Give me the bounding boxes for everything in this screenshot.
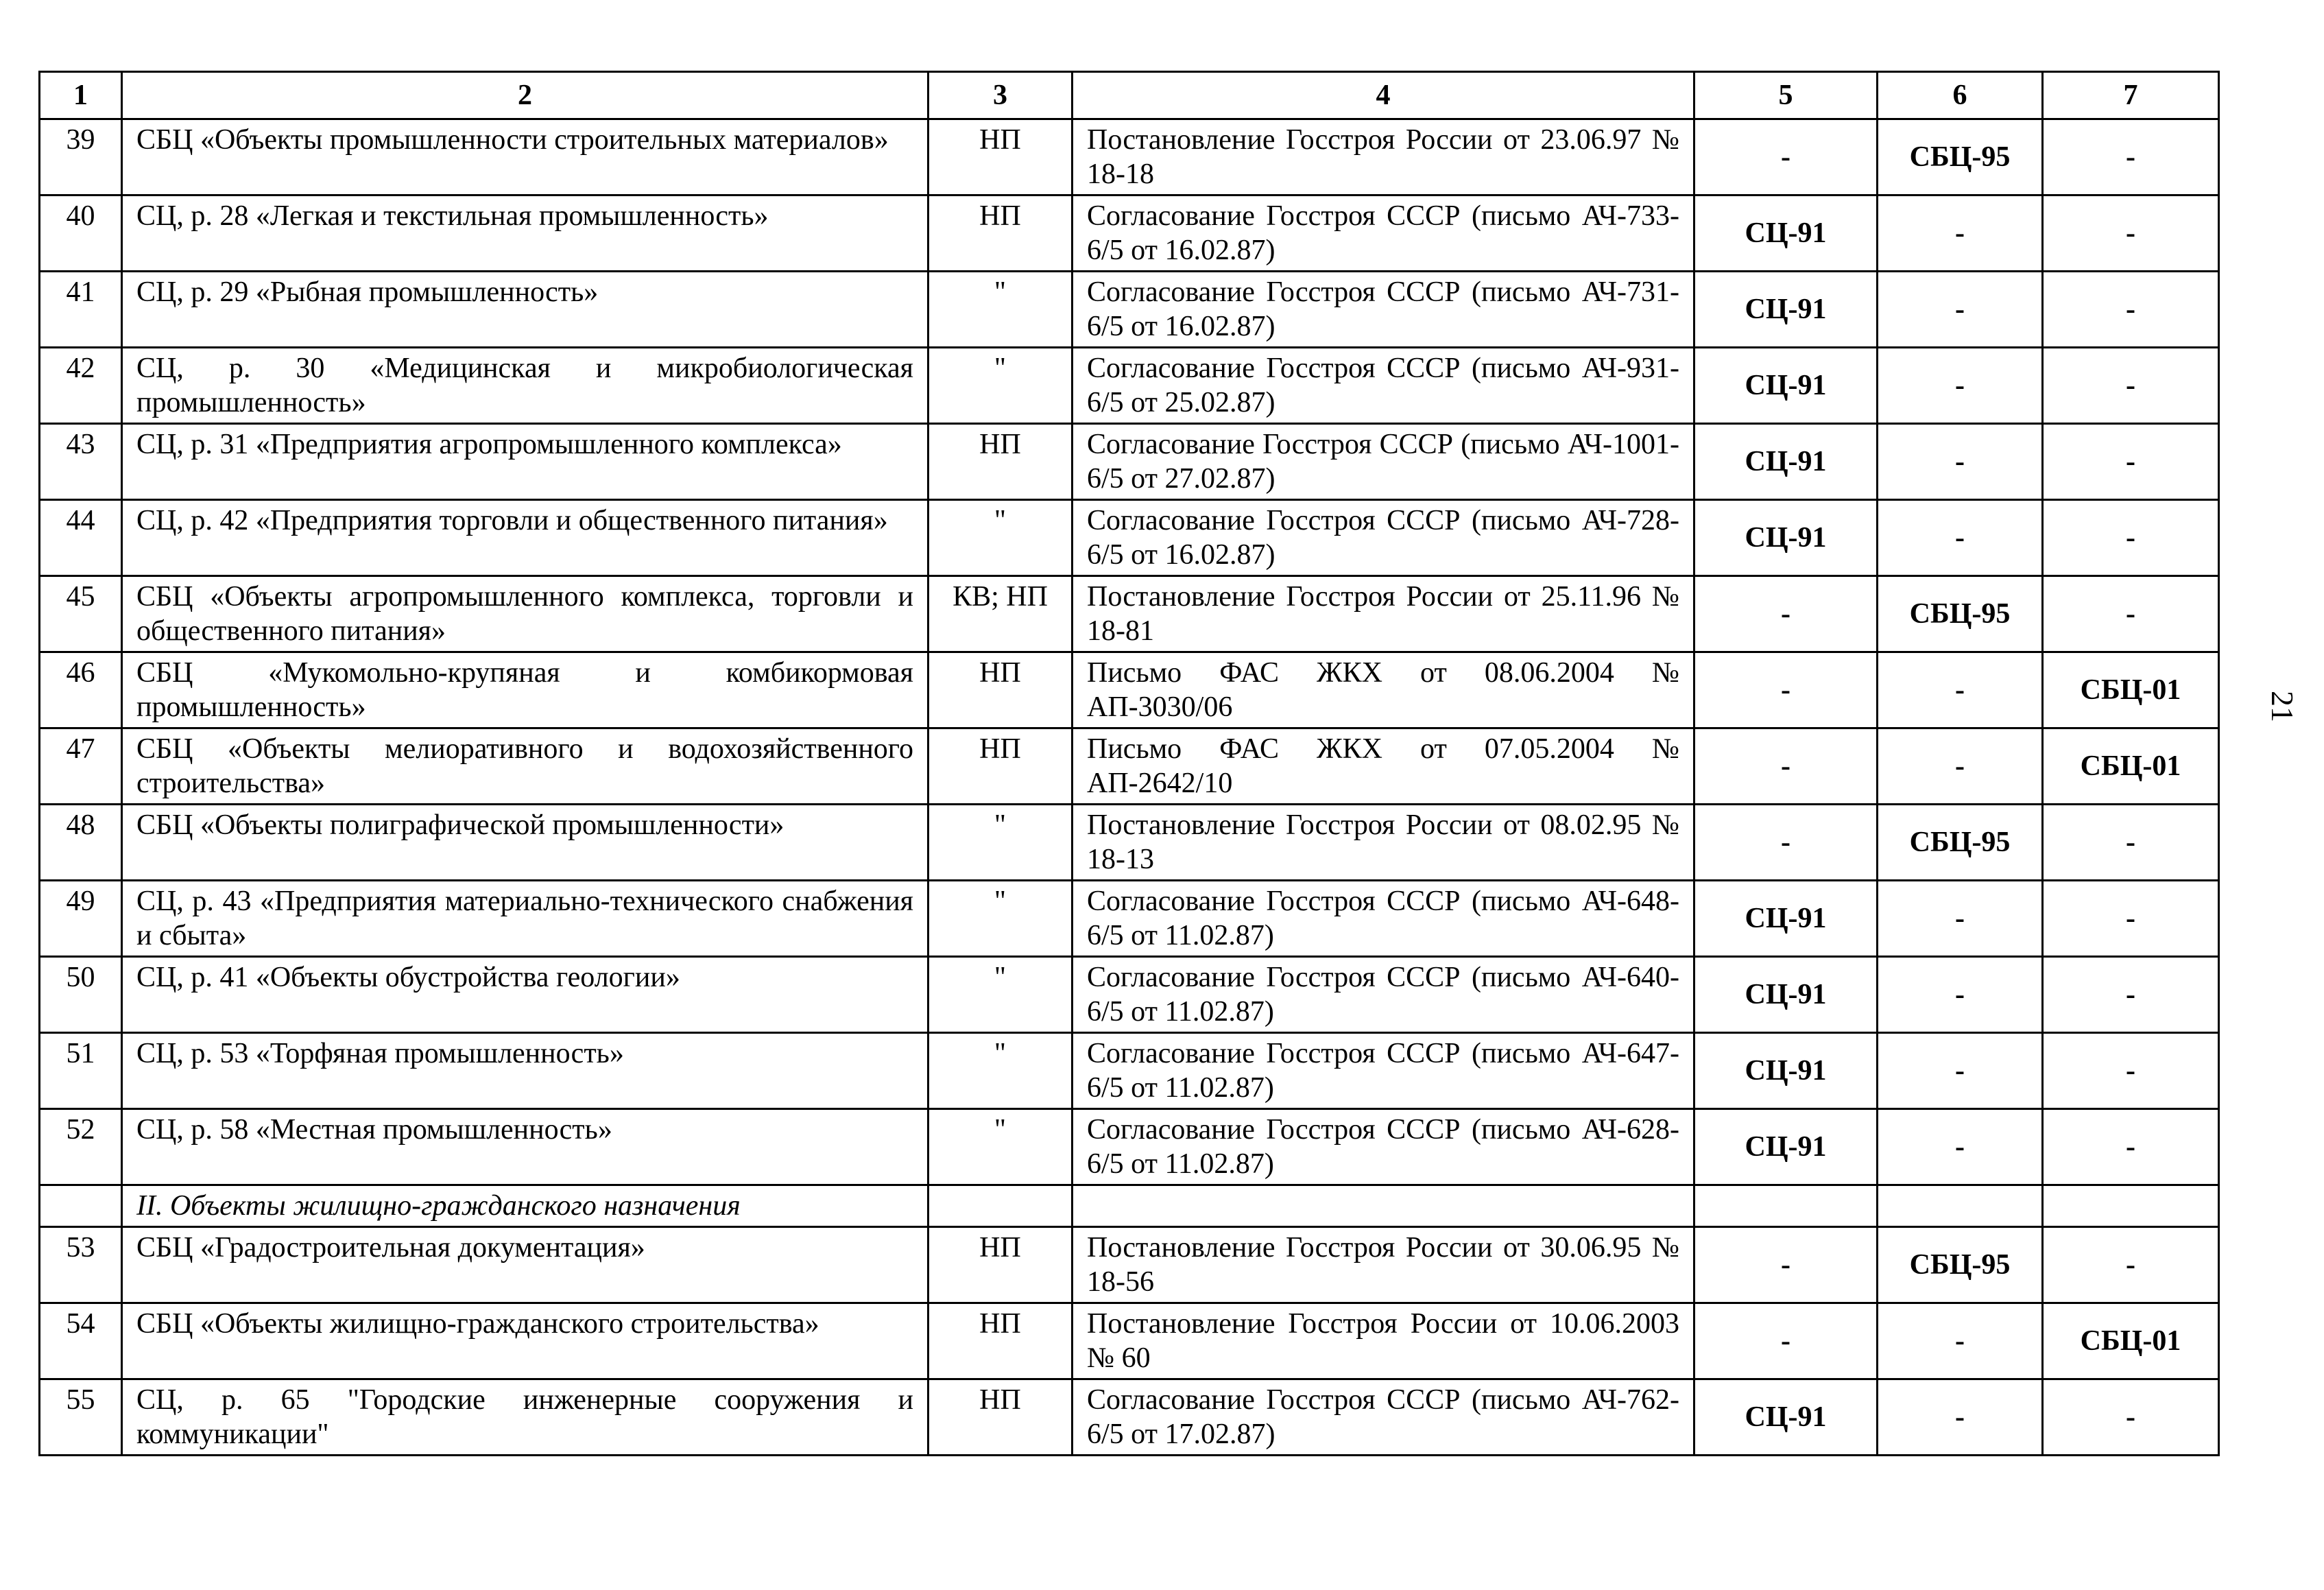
row-number: 54 [40, 1303, 122, 1379]
column-7-mark: - [2043, 119, 2219, 195]
column-7-mark: СБЦ-01 [2043, 652, 2219, 728]
table-row [40, 1227, 2219, 1303]
column-7-mark: СБЦ-01 [2043, 1303, 2219, 1379]
approval-document: Согласование Госстроя СССР (письмо АЧ-640-6/5 от 11.02.87) [1073, 957, 1694, 1033]
section-empty-cell [1694, 1185, 1878, 1227]
column-6-mark: СБЦ-95 [1878, 1227, 2043, 1303]
table-row [40, 1379, 2219, 1456]
column-6-mark: - [1878, 1033, 2043, 1109]
column-6-mark: - [1878, 1379, 2043, 1456]
table-row [40, 119, 2219, 195]
column-7-mark: - [2043, 500, 2219, 576]
column-6-mark: - [1878, 652, 2043, 728]
column-5-mark: СЦ-91 [1694, 881, 1878, 957]
object-type: НП [929, 652, 1073, 728]
section-empty-cell [1073, 1185, 1694, 1227]
object-name: СБЦ «Мукомольно-крупяная и комбикормовая промышленность» [122, 652, 929, 728]
object-type: " [929, 1033, 1073, 1109]
section-empty-cell [40, 1185, 122, 1227]
approval-document: Согласование Госстроя СССР (письмо АЧ-728-6/5 от 16.02.87) [1073, 500, 1694, 576]
row-number: 50 [40, 957, 122, 1033]
row-number: 45 [40, 576, 122, 652]
column-5-mark: СЦ-91 [1694, 1379, 1878, 1456]
table-row [40, 652, 2219, 728]
header-row [40, 72, 2219, 119]
row-number: 51 [40, 1033, 122, 1109]
row-number: 40 [40, 195, 122, 272]
table-body [40, 72, 2219, 1456]
approval-document: Постановление Госстроя России от 25.11.96 № 18-81 [1073, 576, 1694, 652]
row-number: 48 [40, 805, 122, 881]
approval-document: Постановление Госстроя России от 23.06.97 № 18-18 [1073, 119, 1694, 195]
table-row [40, 728, 2219, 805]
column-6-mark: - [1878, 957, 2043, 1033]
header-cell: 3 [929, 72, 1073, 119]
header-cell: 1 [40, 72, 122, 119]
column-7-mark: - [2043, 881, 2219, 957]
table-row [40, 957, 2219, 1033]
object-type: " [929, 348, 1073, 424]
object-name: СЦ, р. 65 "Городские инженерные сооружения и коммуникации" [122, 1379, 929, 1456]
column-6-mark: - [1878, 500, 2043, 576]
page-number: 21 [2265, 691, 2300, 722]
column-6-mark: - [1878, 881, 2043, 957]
column-7-mark: - [2043, 424, 2219, 500]
object-type: НП [929, 1379, 1073, 1456]
row-number: 52 [40, 1109, 122, 1185]
column-7-mark: - [2043, 1109, 2219, 1185]
approval-document: Согласование Госстроя СССР (письмо АЧ-648-6/5 от 11.02.87) [1073, 881, 1694, 957]
object-name: СБЦ «Объекты полиграфической промышленности» [122, 805, 929, 881]
column-5-mark: - [1694, 1303, 1878, 1379]
object-name: СБЦ «Объекты жилищно-гражданского строительства» [122, 1303, 929, 1379]
object-name: СЦ, р. 42 «Предприятия торговли и общественного питания» [122, 500, 929, 576]
row-number: 41 [40, 272, 122, 348]
object-name: СБЦ «Объекты агропромышленного комплекса, торговли и общественного питания» [122, 576, 929, 652]
object-name: СЦ, р. 43 «Предприятия материально-технического снабжения и сбыта» [122, 881, 929, 957]
object-type: КВ; НП [929, 576, 1073, 652]
row-number: 39 [40, 119, 122, 195]
column-5-mark: СЦ-91 [1694, 348, 1878, 424]
column-5-mark: СЦ-91 [1694, 500, 1878, 576]
approval-document: Согласование Госстроя СССР (письмо АЧ-931-6/5 от 25.02.87) [1073, 348, 1694, 424]
approval-document: Согласование Госстроя СССР (письмо АЧ-733-6/5 от 16.02.87) [1073, 195, 1694, 272]
table-row [40, 500, 2219, 576]
object-type: НП [929, 195, 1073, 272]
table-row [40, 881, 2219, 957]
row-number: 55 [40, 1379, 122, 1456]
object-name: СЦ, р. 28 «Легкая и текстильная промышленность» [122, 195, 929, 272]
column-5-mark: - [1694, 652, 1878, 728]
table-row [40, 348, 2219, 424]
object-type: " [929, 1109, 1073, 1185]
column-7-mark: - [2043, 576, 2219, 652]
column-6-mark: СБЦ-95 [1878, 119, 2043, 195]
column-5-mark: - [1694, 728, 1878, 805]
approval-document: Согласование Госстроя СССР (письмо АЧ-762-6/5 от 17.02.87) [1073, 1379, 1694, 1456]
row-number: 43 [40, 424, 122, 500]
object-type: НП [929, 424, 1073, 500]
column-6-mark: СБЦ-95 [1878, 576, 2043, 652]
object-name: СЦ, р. 31 «Предприятия агропромышленного комплекса» [122, 424, 929, 500]
column-5-mark: СЦ-91 [1694, 1033, 1878, 1109]
approval-document: Согласование Госстроя СССР (письмо АЧ-1001-6/5 от 27.02.87) [1073, 424, 1694, 500]
header-cell: 2 [122, 72, 929, 119]
object-name: СБЦ «Объекты промышленности строительных материалов» [122, 119, 929, 195]
object-type: " [929, 957, 1073, 1033]
column-6-mark: - [1878, 424, 2043, 500]
object-name: СЦ, р. 29 «Рыбная промышленность» [122, 272, 929, 348]
column-7-mark: - [2043, 1227, 2219, 1303]
column-7-mark: - [2043, 195, 2219, 272]
section-empty-cell [2043, 1185, 2219, 1227]
row-number: 53 [40, 1227, 122, 1303]
header-cell: 5 [1694, 72, 1878, 119]
column-5-mark: СЦ-91 [1694, 272, 1878, 348]
approval-document: Согласование Госстроя СССР (письмо АЧ-628-6/5 от 11.02.87) [1073, 1109, 1694, 1185]
object-type: " [929, 881, 1073, 957]
table-row [40, 1303, 2219, 1379]
object-type: " [929, 272, 1073, 348]
column-5-mark: - [1694, 805, 1878, 881]
object-name: СЦ, р. 53 «Торфяная промышленность» [122, 1033, 929, 1109]
table-row [40, 424, 2219, 500]
object-type: НП [929, 1227, 1073, 1303]
approval-document: Постановление Госстроя России от 08.02.95 № 18-13 [1073, 805, 1694, 881]
column-7-mark: - [2043, 957, 2219, 1033]
approval-document: Согласование Госстроя СССР (письмо АЧ-731-6/5 от 16.02.87) [1073, 272, 1694, 348]
column-5-mark: СЦ-91 [1694, 195, 1878, 272]
object-name: СБЦ «Градостроительная документация» [122, 1227, 929, 1303]
row-number: 46 [40, 652, 122, 728]
object-name: СЦ, р. 41 «Объекты обустройства геологии» [122, 957, 929, 1033]
header-cell: 6 [1878, 72, 2043, 119]
object-type: НП [929, 119, 1073, 195]
object-name: СЦ, р. 30 «Медицинская и микробиологическая промышленность» [122, 348, 929, 424]
object-type: НП [929, 728, 1073, 805]
row-number: 44 [40, 500, 122, 576]
column-5-mark: - [1694, 1227, 1878, 1303]
row-number: 49 [40, 881, 122, 957]
object-name: СБЦ «Объекты мелиоративного и водохозяйственного строительства» [122, 728, 929, 805]
table-row [40, 805, 2219, 881]
column-7-mark: - [2043, 348, 2219, 424]
column-6-mark: - [1878, 348, 2043, 424]
column-5-mark: - [1694, 576, 1878, 652]
column-7-mark: - [2043, 1033, 2219, 1109]
row-number: 47 [40, 728, 122, 805]
object-type: " [929, 500, 1073, 576]
table-row [40, 1033, 2219, 1109]
header-cell: 7 [2043, 72, 2219, 119]
table-row [40, 576, 2219, 652]
approval-document: Согласование Госстроя СССР (письмо АЧ-647-6/5 от 11.02.87) [1073, 1033, 1694, 1109]
column-6-mark: - [1878, 272, 2043, 348]
section-row [40, 1185, 2219, 1227]
header-cell: 4 [1073, 72, 1694, 119]
column-6-mark: СБЦ-95 [1878, 805, 2043, 881]
approval-document: Постановление Госстроя России от 30.06.95 № 18-56 [1073, 1227, 1694, 1303]
document-table [38, 71, 2220, 1456]
table-row [40, 272, 2219, 348]
object-type: " [929, 805, 1073, 881]
column-6-mark: - [1878, 1303, 2043, 1379]
column-6-mark: - [1878, 728, 2043, 805]
approval-document: Письмо ФАС ЖКХ от 08.06.2004 № АП-3030/06 [1073, 652, 1694, 728]
column-5-mark: СЦ-91 [1694, 1109, 1878, 1185]
column-5-mark: СЦ-91 [1694, 424, 1878, 500]
column-7-mark: СБЦ-01 [2043, 728, 2219, 805]
table-row [40, 1109, 2219, 1185]
column-5-mark: - [1694, 119, 1878, 195]
section-empty-cell [929, 1185, 1073, 1227]
column-7-mark: - [2043, 1379, 2219, 1456]
column-6-mark: - [1878, 195, 2043, 272]
column-7-mark: - [2043, 272, 2219, 348]
column-5-mark: СЦ-91 [1694, 957, 1878, 1033]
column-6-mark: - [1878, 1109, 2043, 1185]
section-empty-cell [1878, 1185, 2043, 1227]
table-row [40, 195, 2219, 272]
object-type: НП [929, 1303, 1073, 1379]
approval-document: Постановление Госстроя России от 10.06.2003 № 60 [1073, 1303, 1694, 1379]
section-title: II. Объекты жилищно-гражданского назначения [122, 1185, 929, 1227]
row-number: 42 [40, 348, 122, 424]
approval-document: Письмо ФАС ЖКХ от 07.05.2004 № АП-2642/10 [1073, 728, 1694, 805]
column-7-mark: - [2043, 805, 2219, 881]
object-name: СЦ, р. 58 «Местная промышленность» [122, 1109, 929, 1185]
